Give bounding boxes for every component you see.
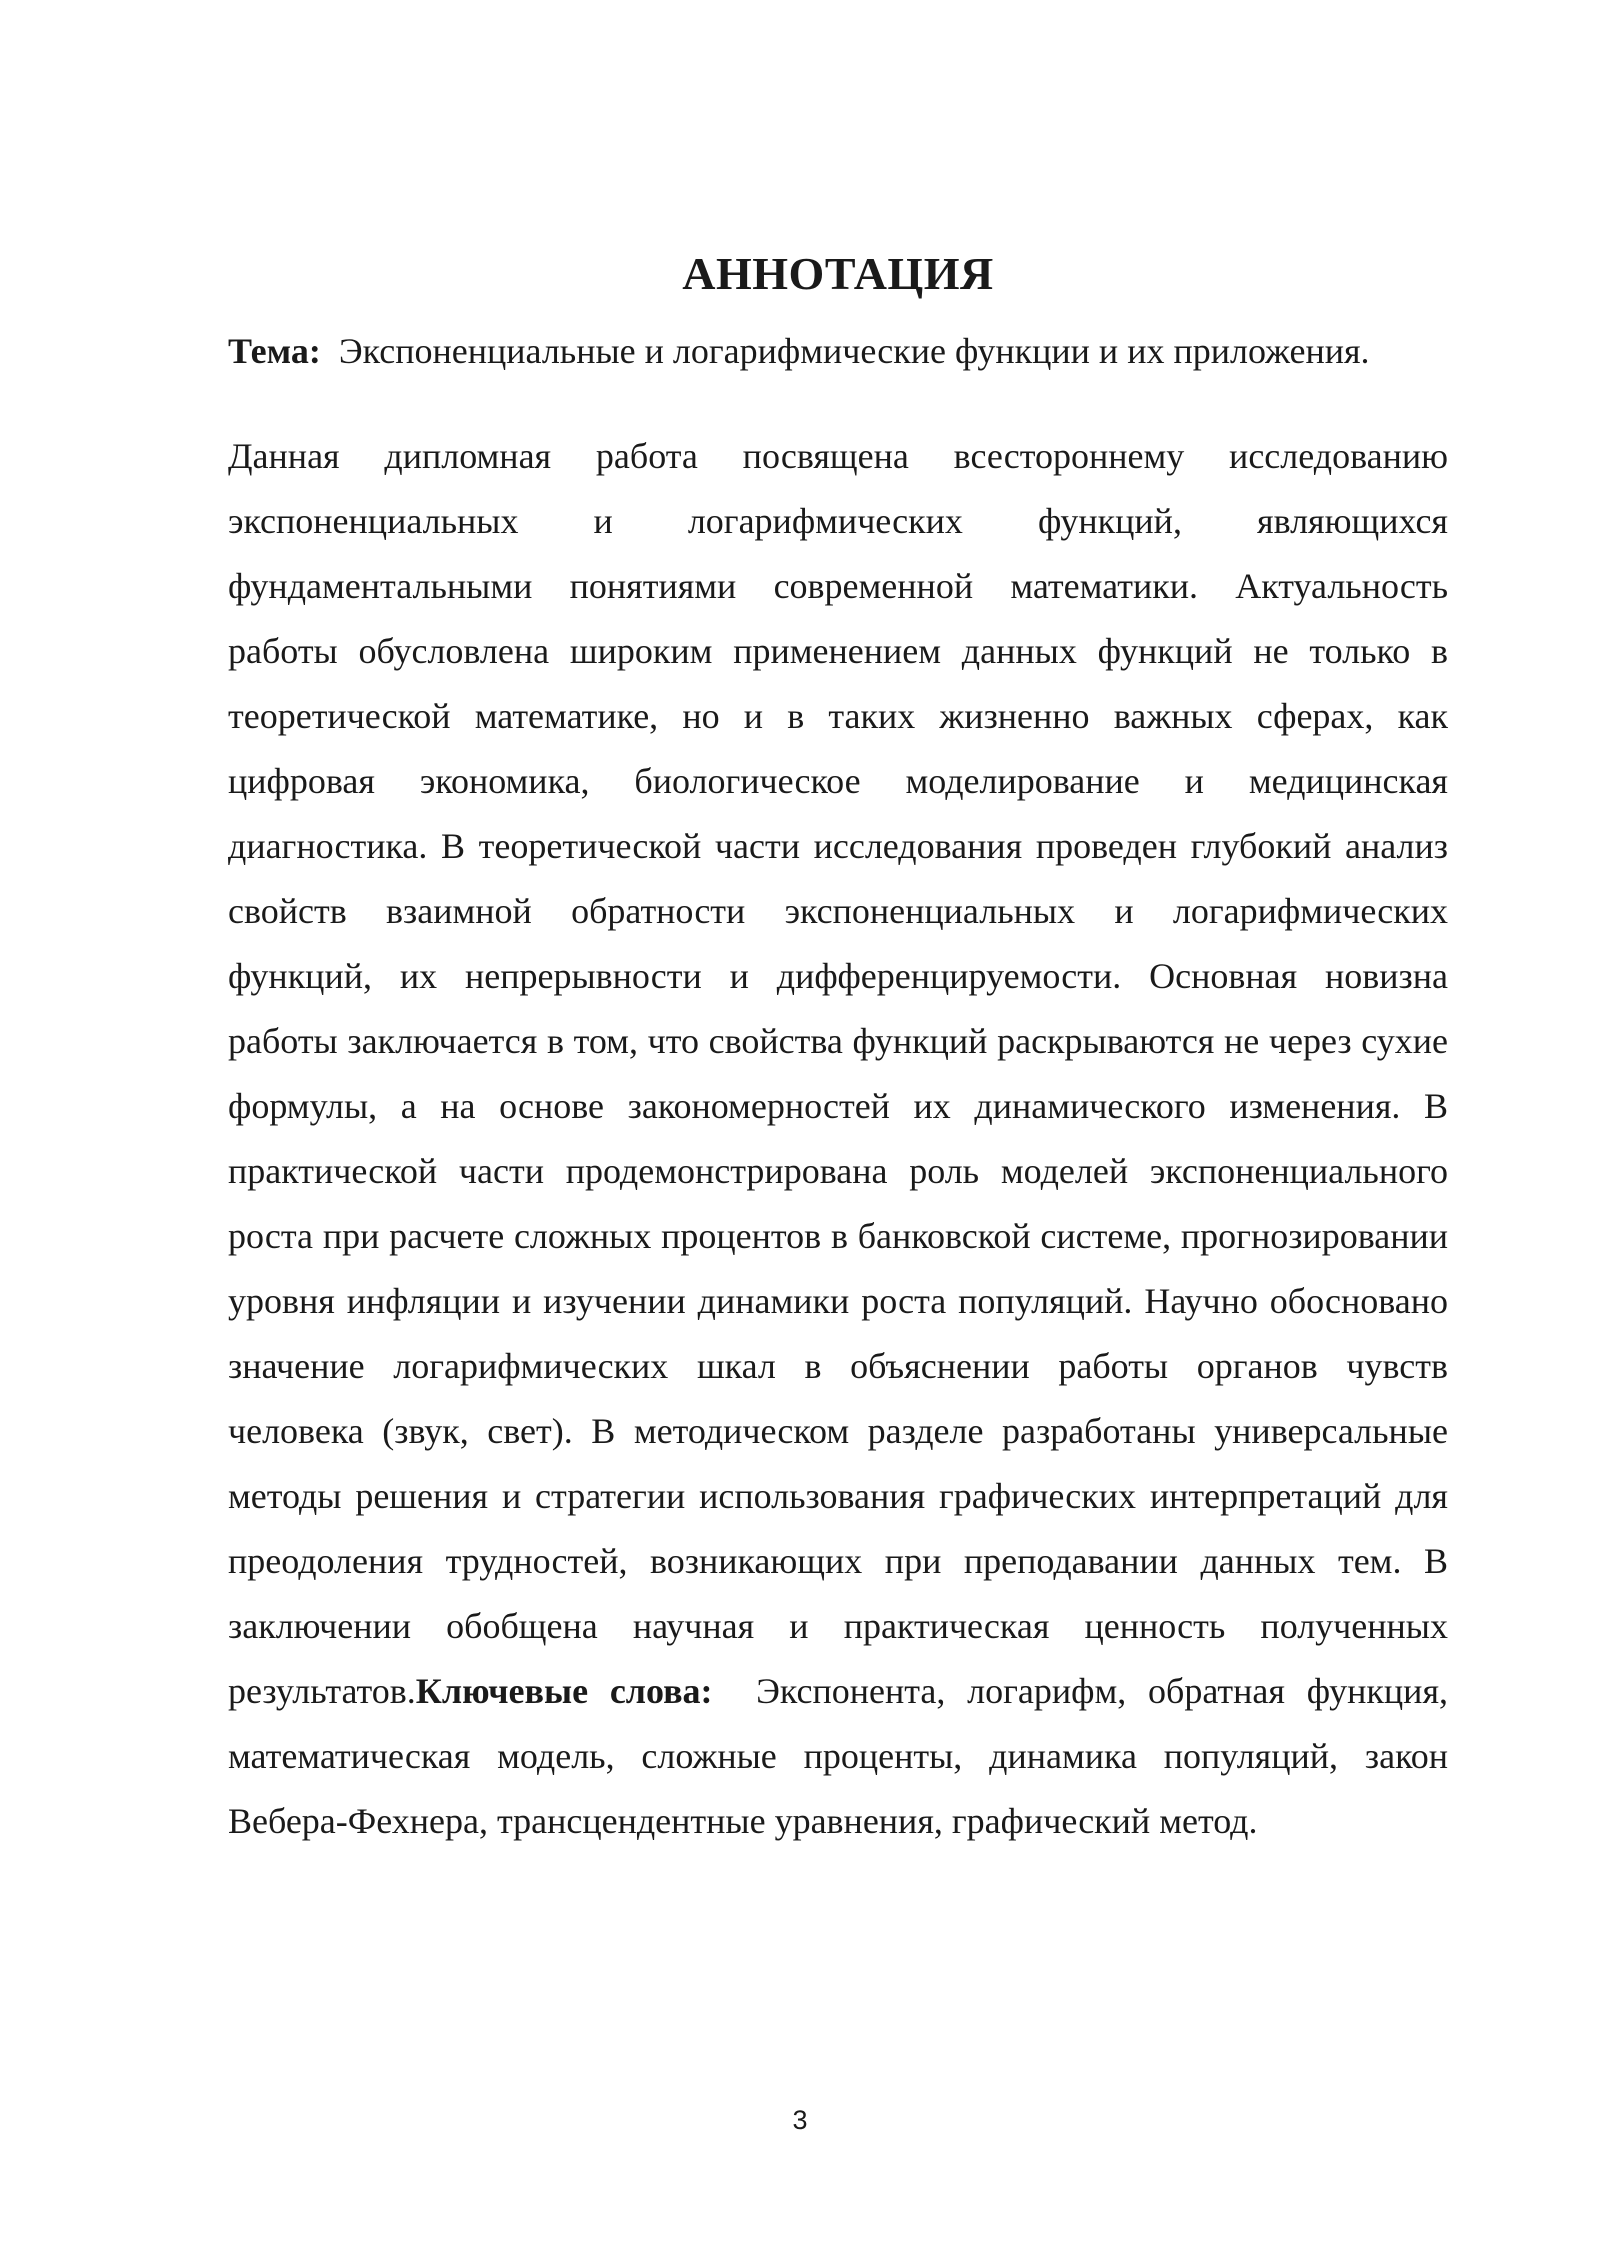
keywords-label: Ключевые слова:	[415, 1671, 713, 1711]
abstract-paragraph	[228, 424, 1448, 1854]
topic-text: Экспоненциальные и логарифмические функции и их приложения.	[338, 331, 1370, 371]
abstract-text: Данная дипломная работа посвящена всестороннему исследованию экспоненциальных и логарифмических функций, являющихся фундаментальными понятиями современной математики. Актуальность работы обусловлена широким применением данных функций не только в теоретической математике, но и в таких жизненно важных сферах, как цифровая экономика, биологическое моделирование и медицинская диагностика. В теоретической части исследования проведен глубокий анализ свойств взаимной обратности экспоненциальных и логарифмических функций, их непрерывности и дифференцируемости. Основная новизна работы заключается в том, что свойства функций раскрываются не через сухие формулы, а на основе закономерностей их динамического изменения. В практической части продемонстрирована роль моделей экспоненциального роста при расчете сложных процентов в банковской системе, прогнозировании уровня инфляции и изучении динамики роста популяций. Научно обосновано значение логарифмических шкал в объяснении работы органов чувств человека (звук, свет). В методическом разделе разработаны универсальные методы решения и стратегии использования графических интерпретаций для преодоления трудностей, возникающих при преподавании данных тем. В заключении обобщена научная и практическая ценность полученных результатов.	[228, 436, 1448, 1711]
page-content	[228, 238, 1448, 1854]
page-number: 3	[792, 2105, 808, 2135]
topic-label: Тема:	[228, 331, 321, 371]
topic-line	[228, 326, 1448, 376]
keywords-text: Экспонента, логарифм, обратная функция, математическая модель, сложные проценты, динамика популяций, закон Вебера-Фехнера, трансцендентные уравнения, графический метод.	[228, 1671, 1448, 1841]
page-title: АННОТАЦИЯ	[682, 248, 994, 299]
